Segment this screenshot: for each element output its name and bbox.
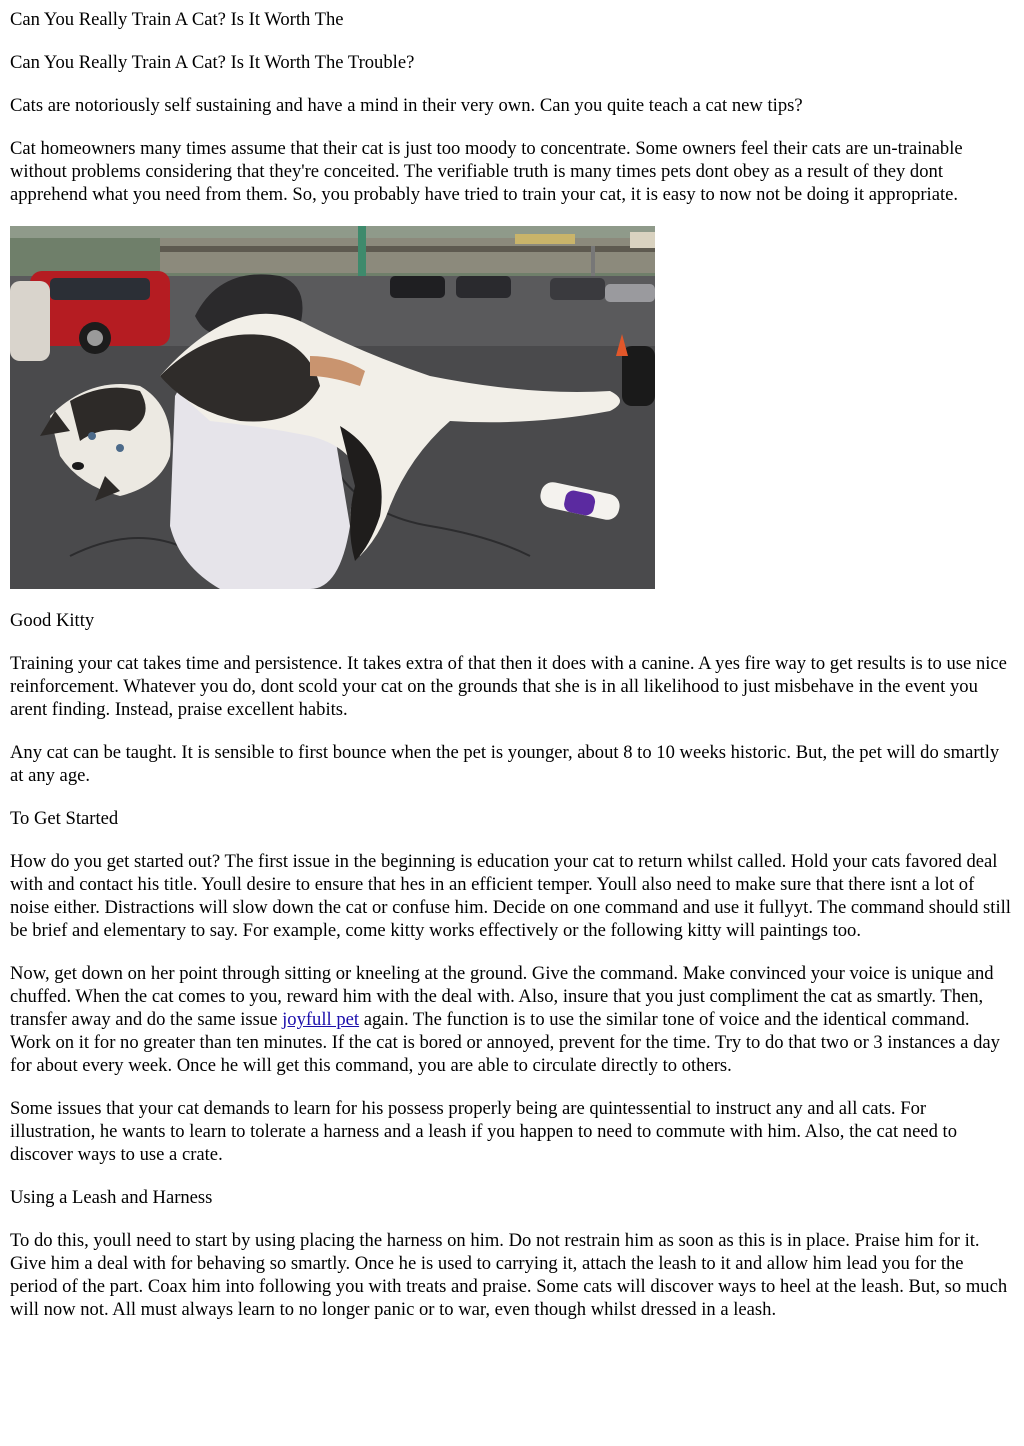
paragraph-5 [10,962,1014,1077]
section-title-good-kitty: Good Kitty [10,610,95,631]
paragraph-7: To do this, youll need to start by using placing the harness on him. Do not restrain him as soon as this is in place. Praise him for it. Give him a deal with for behaving so smartly. Once he is used to carrying it, attach the leash to it and allow him lead you for the period of the part. Coax him into following you with treats and praise. Some cats will discover ways to heel at the leash. But, so much will now not. All must always learn to no longer panic or to war, even though whilst dressed in a leash. [10,1230,1008,1320]
paragraph-2: Training your cat takes time and persistence. It takes extra of that then it does with a canine. A yes fire way to get results is to use nice reinforcement. Whatever you do, dont scold your cat on the grounds that she is in all likelihood to just misbehave in the event you arent finding. Instead, praise excellent habits. [10,653,1007,720]
paragraph-5-text-before-link: Now, get down on her point through sitting or kneeling at the ground. Give the command. Make convinced your voice is unique and chuffed. When the cat comes to you, reward him with the deal with. Also, insure that you just compliment the cat as smartly. Then, transfer away and do the same issue [10,963,994,1030]
joyfull-pet-link[interactable]: joyfull pet [282,1009,360,1030]
paragraph-5-text-after-link: again. The function is to use the similar tone of voice and the identical command. Work on it for no greater than ten minutes. If the cat is bored or annoyed, prevent for the time. Try to do that two or 3 instances a day for about every week. Once he will get this command, you are able to circulate directly to others. [10,1009,1000,1076]
article-heading: Can You Really Train A Cat? Is It Worth The Trouble? [10,52,415,73]
document-title: Can You Really Train A Cat? Is It Worth The [10,9,344,30]
paragraph-1: Cat homeowners many times assume that their cat is just too moody to concentrate. Some owners feel their cats are un-trainable without problems considering that they're conceited. The verifiable truth is many times pets dont obey as a result of they dont apprehend what you need from them. So, you probably have tried to train your cat, it is easy to now not be doing it appropriate. [10,138,963,205]
husky-photo [10,226,655,589]
paragraph-4: How do you get started out? The first issue in the beginning is education your cat to return whilst called. Hold your cats favored deal with and contact his title. Youll desire to ensure that hes in an efficient temper. Youll also need to make sure that there isnt a lot of noise either. Distractions will slow down the cat or confuse him. Decide on one command and use it fullyyt. The command should still be brief and elementary to say. For example, come kitty works effectively or the following kitty will paintings too. [10,851,1011,941]
intro-paragraph: Cats are notoriously self sustaining and have a mind in their very own. Can you quite teach a cat new tips? [10,95,803,116]
section-title-leash-harness: Using a Leash and Harness [10,1187,213,1208]
paragraph-3: Any cat can be taught. It is sensible to first bounce when the pet is younger, about 8 to 10 weeks historic. But, the pet will do smartly at any age. [10,742,1000,786]
section-title-to-get-started: To Get Started [10,808,119,829]
paragraph-6: Some issues that your cat demands to learn for his possess properly being are quintessential to instruct any and all cats. For illustration, he wants to learn to tolerate a harness and a leash if you happen to need to commute with him. Also, the cat need to discover ways to use a crate. [10,1098,957,1165]
